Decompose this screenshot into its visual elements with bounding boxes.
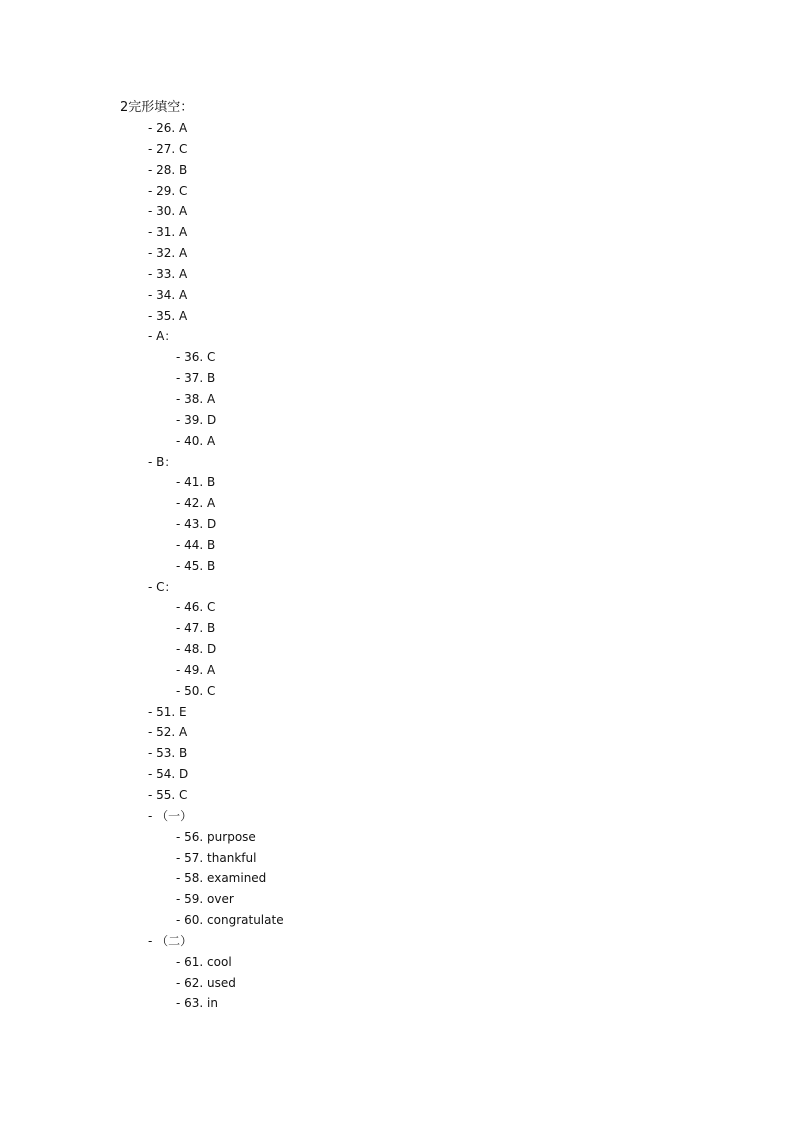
group-label: - C： bbox=[148, 579, 177, 594]
answer-item: - 55. C bbox=[148, 788, 188, 802]
answer-item: - 46. C bbox=[176, 600, 216, 615]
answer-item: - 43. D bbox=[176, 517, 217, 532]
answer-item: - 58. examined bbox=[176, 871, 267, 886]
answer-item: - 39. D bbox=[176, 412, 217, 427]
answer-item: - 33. A bbox=[148, 266, 188, 281]
answer-item: - 63. in bbox=[176, 996, 218, 1011]
group-label: - （二） bbox=[148, 933, 193, 948]
answer-item: - 30. A bbox=[148, 204, 188, 219]
answer-item: - 38. A bbox=[176, 391, 216, 406]
answer-item: - 35. A bbox=[148, 308, 188, 323]
answer-item: - 31. A bbox=[148, 225, 188, 240]
answer-item: - 26. A bbox=[148, 121, 188, 135]
answer-item: - 45. B bbox=[176, 558, 216, 573]
answer-item: - 60. congratulate bbox=[176, 913, 284, 928]
group-label: - A： bbox=[148, 329, 177, 344]
answer-item: - 41. B bbox=[176, 475, 216, 490]
answer-item: - 52. A bbox=[148, 725, 188, 740]
answer-item: - 27. C bbox=[148, 141, 188, 156]
answer-item: - 32. A bbox=[148, 246, 188, 261]
answer-item: - 53. B bbox=[148, 746, 188, 761]
group-label: - （一） bbox=[148, 808, 193, 823]
answer-item: - 28. B bbox=[148, 162, 188, 177]
answer-item: - 34. A bbox=[148, 287, 188, 302]
answer-item: - 29. C bbox=[148, 183, 188, 198]
answer-item: - 44. B bbox=[176, 537, 216, 552]
answer-item: - 47. B bbox=[176, 621, 216, 636]
answer-item: - 37. B bbox=[176, 371, 216, 386]
answer-item: - 40. A bbox=[176, 433, 216, 448]
section-heading: 2完形填空： bbox=[120, 100, 194, 115]
answer-item: - 56. purpose bbox=[176, 829, 256, 844]
answer-item: - 42. A bbox=[176, 496, 216, 511]
answer-item: - 57. thankful bbox=[176, 850, 257, 865]
group-label: - B： bbox=[148, 454, 177, 469]
answer-item: - 36. C bbox=[176, 350, 216, 365]
answer-item: - 49. A bbox=[176, 662, 216, 677]
answer-item: - 48. D bbox=[176, 642, 217, 657]
answer-item: - 51. E bbox=[148, 704, 187, 719]
answer-list bbox=[0, 118, 794, 1014]
answer-item: - 62. used bbox=[176, 975, 236, 990]
answer-item: - 59. over bbox=[176, 892, 234, 907]
answer-item: - 54. D bbox=[148, 767, 189, 782]
answer-item: - 50. C bbox=[176, 683, 216, 698]
answer-item: - 61. cool bbox=[176, 954, 232, 969]
